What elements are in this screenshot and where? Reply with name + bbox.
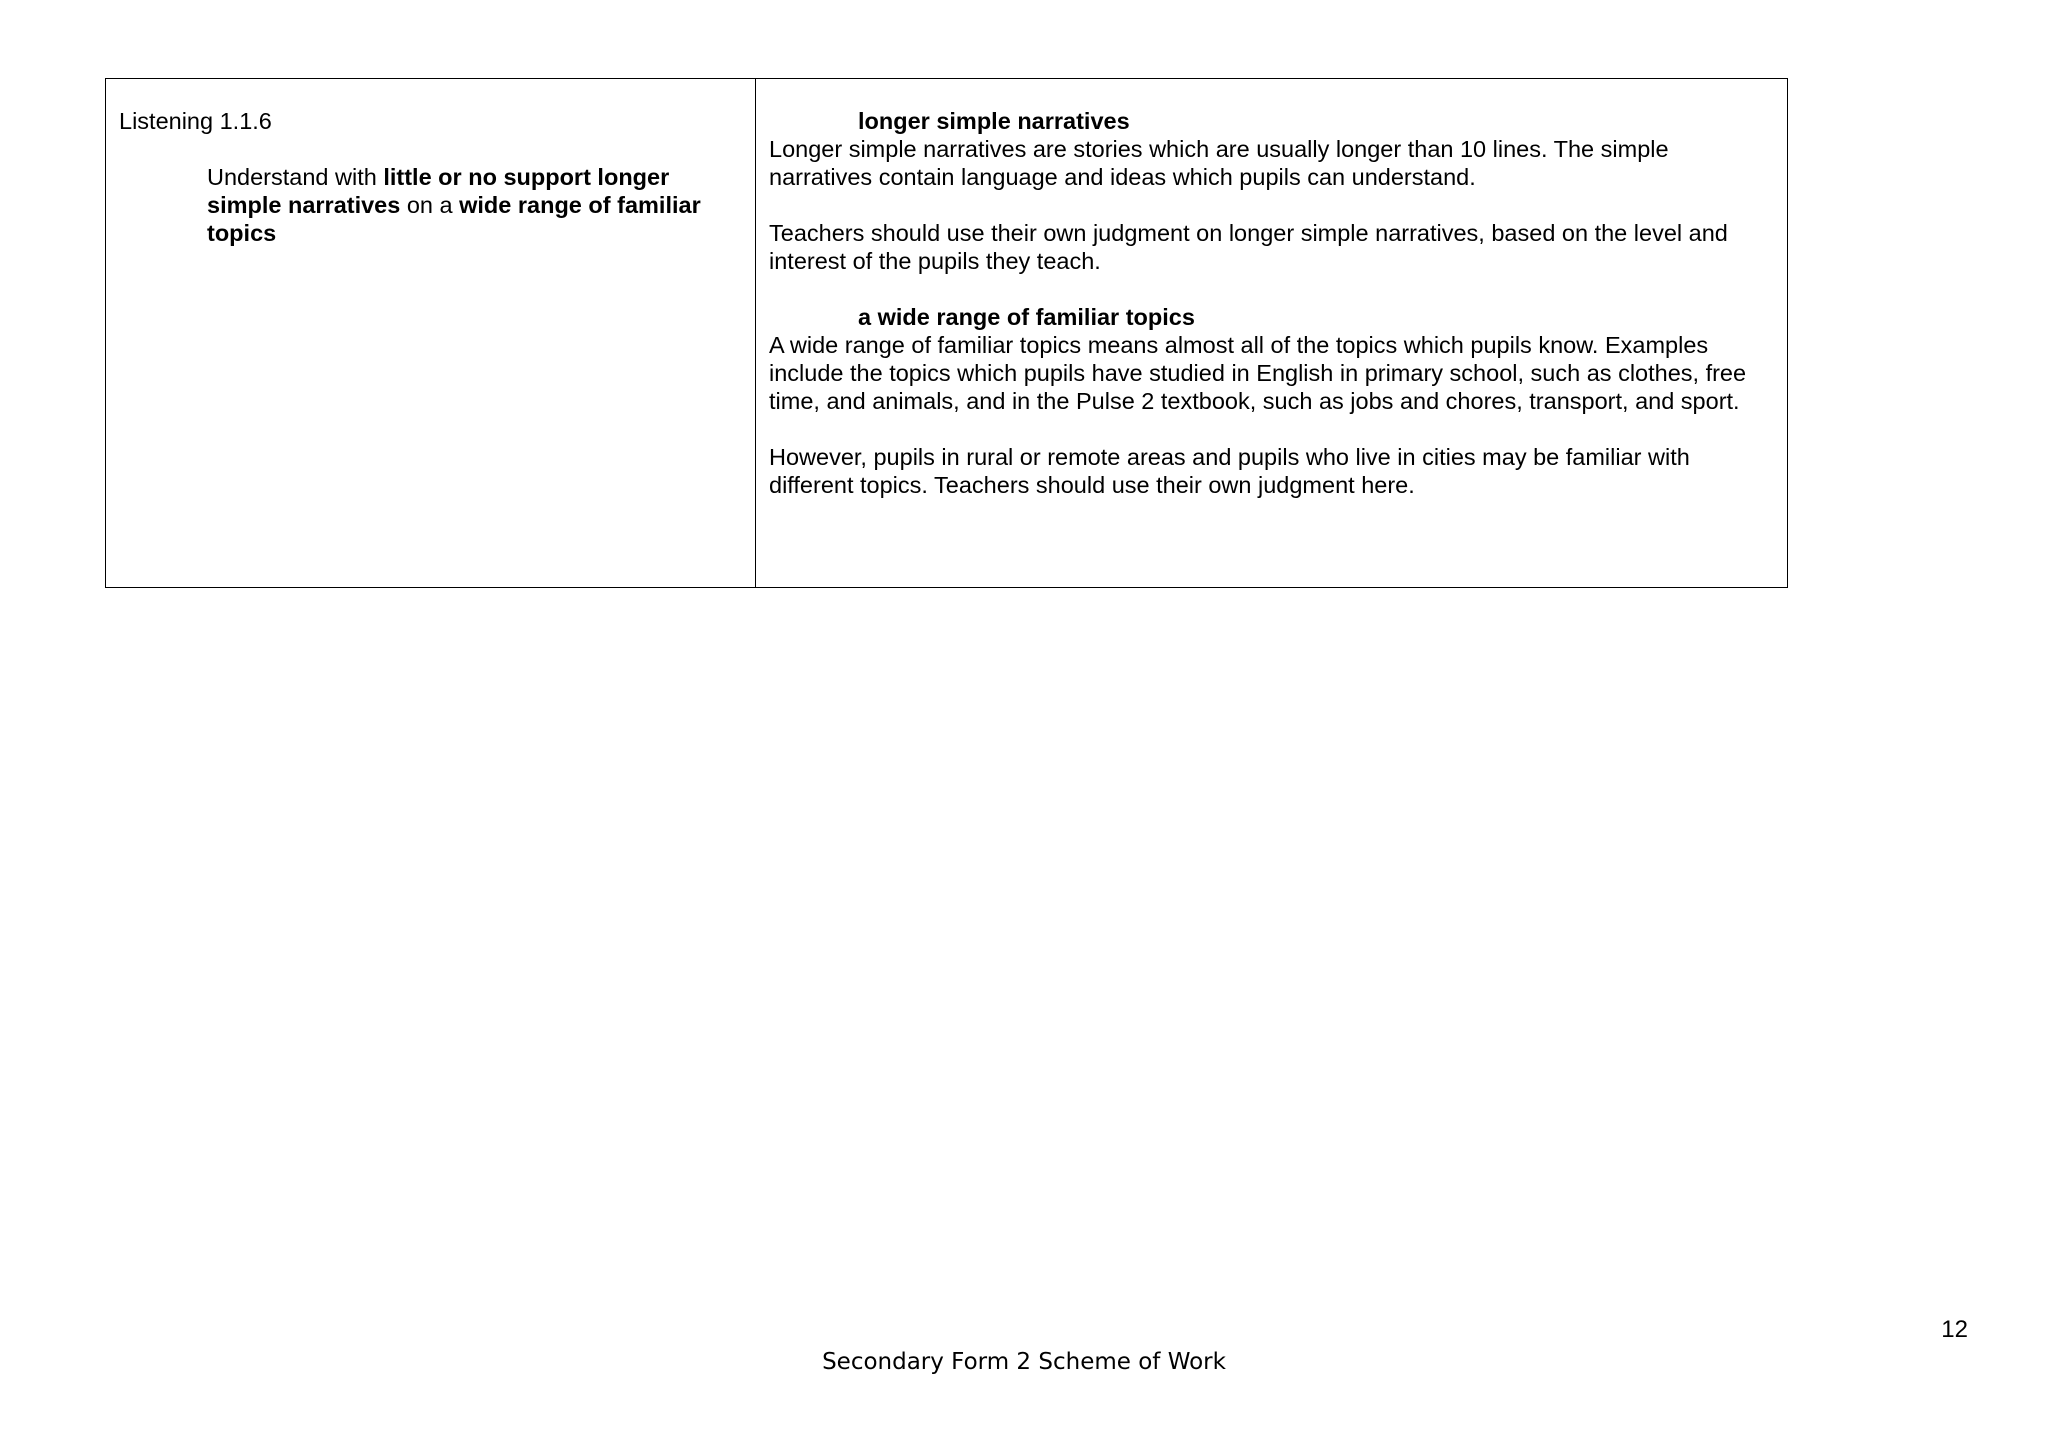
learning-standard-cell — [106, 79, 756, 587]
term-paragraph: A wide range of familiar topics means almost all of the topics which pupils know. Examples include the topics which pupils have studied in English in primary school, such as clothes, free time, and animals, and in the Pulse 2 textbook, such as jobs and chores, transport, and sport. — [769, 332, 1747, 414]
learning-standard-code: Listening 1.1.6 — [119, 108, 272, 134]
outcome-bold-phrase: wide range of familiar topics — [207, 192, 701, 246]
footer-title: Secondary Form 2 Scheme of Work — [822, 1349, 1226, 1375]
outcome-text-part: Understand with — [207, 164, 384, 190]
term-paragraph: Teachers should use their own judgment on longer simple narratives, based on the level and interest of the pupils they teach. — [769, 220, 1728, 274]
explanation-cell — [756, 79, 1787, 587]
term-heading: a wide range of familiar topics — [858, 304, 1195, 330]
outcome-text-part: on a — [400, 192, 460, 218]
page-number: 12 — [1941, 1316, 1968, 1343]
learning-standard-text — [207, 163, 741, 247]
scheme-table — [105, 78, 1788, 588]
term-heading: longer simple narratives — [858, 108, 1130, 134]
term-paragraph: However, pupils in rural or remote areas and pupils who live in cities may be familiar with different topics. Teachers should use their own judgment here. — [769, 444, 1690, 498]
outcome-bold-phrase: little or no support longer simple narratives — [207, 164, 670, 218]
term-paragraph: Longer simple narratives are stories which are usually longer than 10 lines. The simple narratives contain language and ideas which pupils can understand. — [769, 136, 1669, 190]
